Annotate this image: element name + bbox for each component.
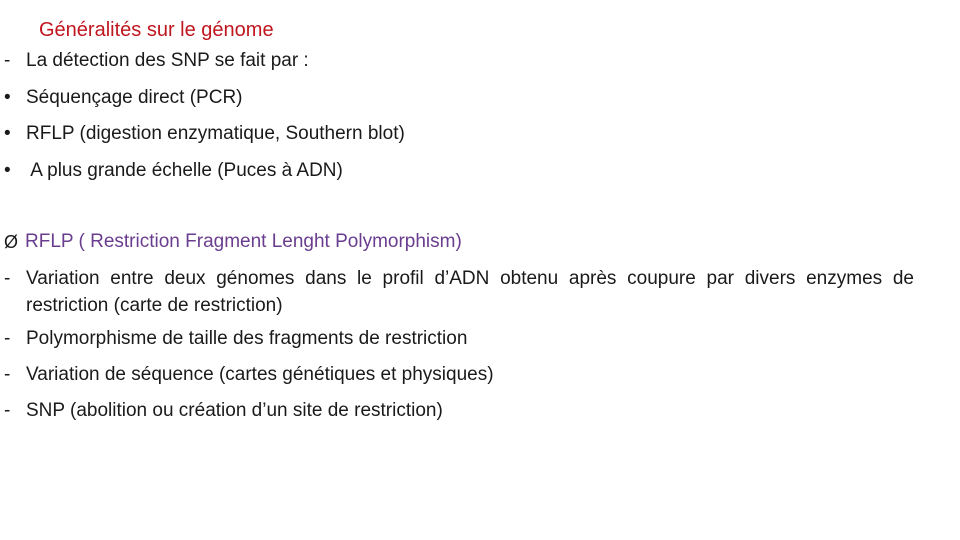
method-text: A plus grande échelle (Puces à ADN) [26,160,343,181]
intro-text: La détection des SNP se fait par : [26,50,309,71]
bullet-marker: • [4,87,11,108]
bullet-marker: • [4,123,11,144]
arrow-bullet-icon: Ø [4,232,19,252]
method-text: Séquençage direct (PCR) [26,87,243,108]
dash-marker: - [4,268,11,289]
rflp-point-text: Variation de séquence (cartes génétiques et physiques) [26,364,494,385]
rflp-point-text: Variation entre deux génomes dans le profil d’ADN obtenu après coupure par divers enzymes de restriction (carte de restriction) [26,268,914,316]
dash-marker: - [4,364,11,385]
rflp-point-text: SNP (abolition ou création d’un site de restriction) [26,400,443,421]
dash-marker: - [4,50,11,71]
rflp-heading-text: RFLP ( Restriction Fragment Lenght Polymorphism) [25,231,462,252]
rflp-point-text: Polymorphisme de taille des fragments de restriction [26,328,468,349]
dash-marker: - [4,400,11,421]
bullet-marker: • [4,160,11,181]
method-text: RFLP (digestion enzymatique, Southern blot) [26,123,405,144]
slide-title: Généralités sur le génome [39,19,274,41]
dash-marker: - [4,328,11,349]
